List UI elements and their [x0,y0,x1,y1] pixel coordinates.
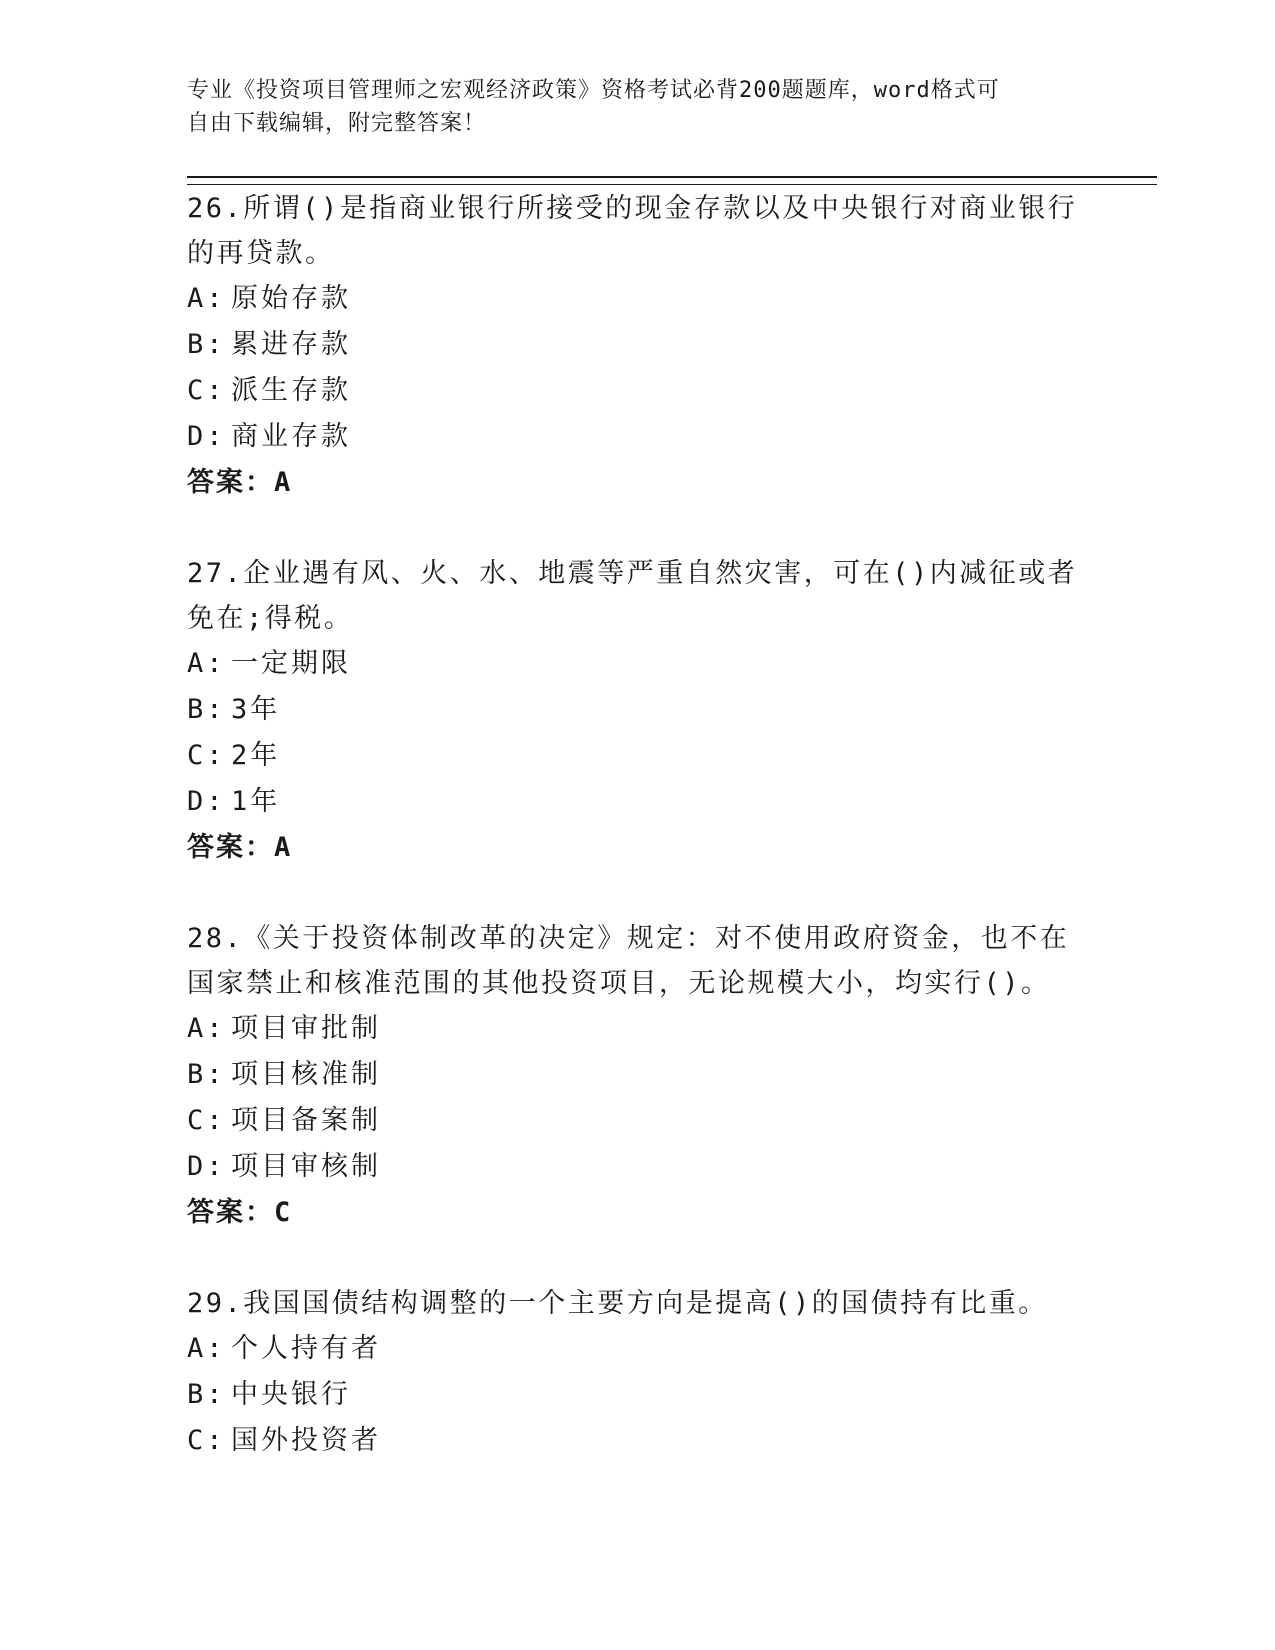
option-c [187,1098,1087,1144]
option-b [187,687,1087,733]
option-text: 派生存款 [231,375,351,406]
option-text: 一定期限 [231,648,351,679]
option-d [187,779,1087,825]
option-letter: B: [187,1379,226,1410]
question-list [187,186,1087,1509]
question-27 [187,551,1087,871]
option-letter: A: [187,1333,226,1364]
option-text: 商业存款 [231,421,351,452]
option-text: 原始存款 [231,283,351,314]
option-b [187,322,1087,368]
option-a [187,1006,1087,1052]
option-letter: B: [187,1059,226,1090]
document-header [187,74,1067,140]
option-text: 项目核准制 [231,1059,381,1090]
option-c [187,368,1087,414]
question-28 [187,916,1087,1236]
header-title-line-1: 专业《投资项目管理师之宏观经济政策》资格考试必背200题题库，word格式可 [187,78,1000,103]
option-letter: A: [187,1013,226,1044]
option-d [187,1144,1087,1190]
answer-line: 答案：A [187,832,293,863]
option-b [187,1052,1087,1098]
option-b [187,1372,1087,1418]
option-letter: A: [187,648,226,679]
option-letter: C: [187,1425,226,1456]
question-26 [187,186,1087,506]
option-letter: D: [187,1151,226,1182]
option-text: 项目审核制 [231,1151,381,1182]
option-text: 2年 [231,740,281,771]
option-letter: D: [187,421,226,452]
option-text: 国外投资者 [231,1425,381,1456]
option-text: 项目备案制 [231,1105,381,1136]
answer-line: 答案：C [187,1197,293,1228]
header-divider [187,176,1157,185]
option-letter: C: [187,740,226,771]
header-title-line-2: 自由下载编辑，附完整答案！ [187,111,487,136]
option-letter: B: [187,329,226,360]
document-page [187,0,1157,1650]
option-letter: D: [187,786,226,817]
option-a [187,1326,1087,1372]
option-text: 个人持有者 [231,1333,381,1364]
option-text: 3年 [231,694,281,725]
answer-line: 答案：A [187,467,293,498]
option-a [187,276,1087,322]
option-c [187,733,1087,779]
question-stem: 26.所谓()是指商业银行所接受的现金存款以及中央银行对商业银行的再贷款。 [187,193,1078,269]
option-letter: A: [187,283,226,314]
question-stem: 27.企业遇有风、火、水、地震等严重自然灾害，可在()内减征或者免在;得税。 [187,558,1078,634]
option-text: 项目审批制 [231,1013,381,1044]
option-text: 1年 [231,786,281,817]
option-text: 累进存款 [231,329,351,360]
question-stem: 28.《关于投资体制改革的决定》规定：对不使用政府资金，也不在国家禁止和核准范围的其他投资项目，无论规模大小，均实行()。 [187,923,1070,999]
question-stem: 29.我国国债结构调整的一个主要方向是提高()的国债持有比重。 [187,1288,1048,1319]
question-29 [187,1281,1087,1464]
option-c [187,1418,1087,1464]
option-letter: C: [187,375,226,406]
option-d [187,414,1087,460]
option-letter: B: [187,694,226,725]
option-text: 中央银行 [231,1379,351,1410]
option-a [187,641,1087,687]
option-letter: C: [187,1105,226,1136]
